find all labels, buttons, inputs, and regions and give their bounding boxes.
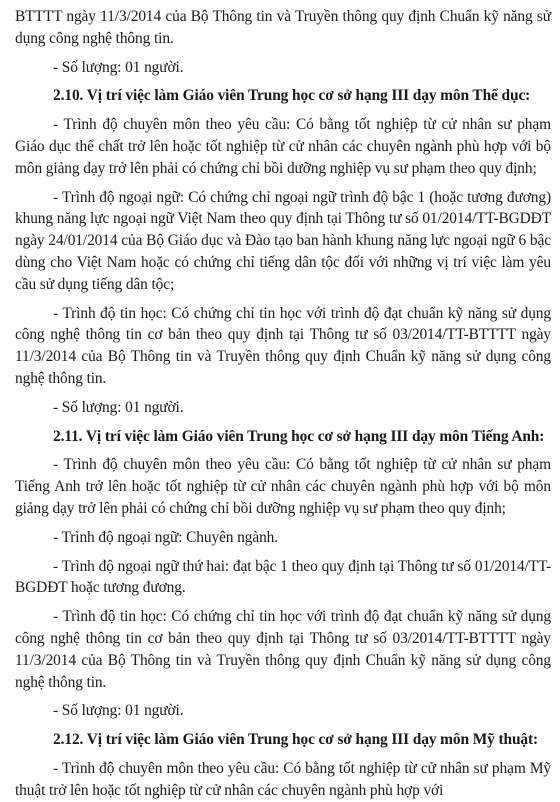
requirement-it-skills: - Trình độ tin học: Có chứng chỉ tin học với trình độ đạt chuẩn kỹ năng sử dụng công nghệ thông tin cơ bản theo quy định tại Thông tư số 03/2014/TT-BTTTT ngày 11/3/2014 của Bộ Thông tin và Truyền thông quy định Chuẩn kỹ năng sử dụng công nghệ thông tin.: [15, 608, 551, 691]
requirement-it-skills: - Trình độ tin học: Có chứng chỉ tin học với trình độ đạt chuẩn kỹ năng sử dụng công nghệ thông tin cơ bản theo quy định tại Thông tư số 03/2014/TT-BTTTT ngày 11/3/2014 của Bộ Thông tin và Truyền thông quy định Chuẩn kỹ năng sử dụng công nghệ thông tin.: [15, 304, 551, 387]
quantity-line: - Số lượng: 01 người.: [53, 58, 184, 76]
section-heading-2-12: 2.12. Vị trí việc làm Giáo viên Trung học cơ sở hạng III dạy môn Mỹ thuật:: [53, 731, 539, 749]
requirement-expertise: - Trình độ chuyên môn theo yêu cầu: Có bằng tốt nghiệp từ cử nhân sư phạm Mỹ thuật trở lên hoặc tốt nghiệp từ cử nhân các chuyên ngành phù hợp với: [15, 759, 551, 799]
quantity-line: - Số lượng: 01 người.: [53, 398, 184, 416]
requirement-foreign-language: - Trình độ ngoại ngữ: Có chứng chỉ ngoại ngữ trình độ bậc 1 (hoặc tương đương) khung năng lực ngoại ngữ Việt Nam theo quy định tại Thông tư số 01/2014/TT-BGDĐT ngày 24/01/2014 của Bộ Giáo dục và Đào tạo ban hành khung năng lực ngoại ngữ 6 bậc dùng cho Việt Nam hoặc có chứng chỉ tiếng dân tộc đối với những vị trí việc làm yêu cầu sử dụng tiếng dân tộc;: [15, 188, 551, 293]
section-heading-2-10: 2.10. Vị trí việc làm Giáo viên Trung học cơ sở hạng III dạy môn Thể dục:: [53, 87, 531, 105]
requirement-expertise: - Trình độ chuyên môn theo yêu cầu: Có bằng tốt nghiệp từ cử nhân sư phạm Giáo dục thể chất trở lên hoặc tốt nghiệp từ cử nhân các chuyên ngành phù hợp với bộ môn giảng dạy trở lên phải có chứng chỉ bồi dưỡng nghiệp vụ sư phạm theo quy định;: [15, 116, 551, 177]
section-heading-2-11: 2.11. Vị trí việc làm Giáo viên Trung học cơ sở hạng III dạy môn Tiếng Anh:: [53, 427, 545, 445]
paragraph-continuation: BTTTT ngày 11/3/2014 của Bộ Thông tin và Truyền thông quy định Chuẩn kỹ năng sử dụng công nghệ thông tin.: [15, 8, 551, 47]
quantity-line: - Số lượng: 01 người.: [53, 702, 184, 720]
requirement-second-language: - Trình độ ngoại ngữ thứ hai: đạt bậc 1 theo quy định tại Thông tư số 01/2014/TT-BGDĐT hoặc tương đương.: [15, 557, 551, 597]
requirement-expertise: - Trình độ chuyên môn theo yêu cầu: Có bằng tốt nghiệp từ cử nhân sư phạm Tiếng Anh trở lên hoặc tốt nghiệp từ cử nhân các chuyên ngành phù hợp với bộ môn giảng dạy trở lên phải có chứng chỉ bồi dưỡng nghiệp vụ sư phạm theo quy định;: [15, 456, 551, 517]
requirement-foreign-language: - Trình độ ngoại ngữ: Chuyên ngành.: [53, 528, 279, 546]
